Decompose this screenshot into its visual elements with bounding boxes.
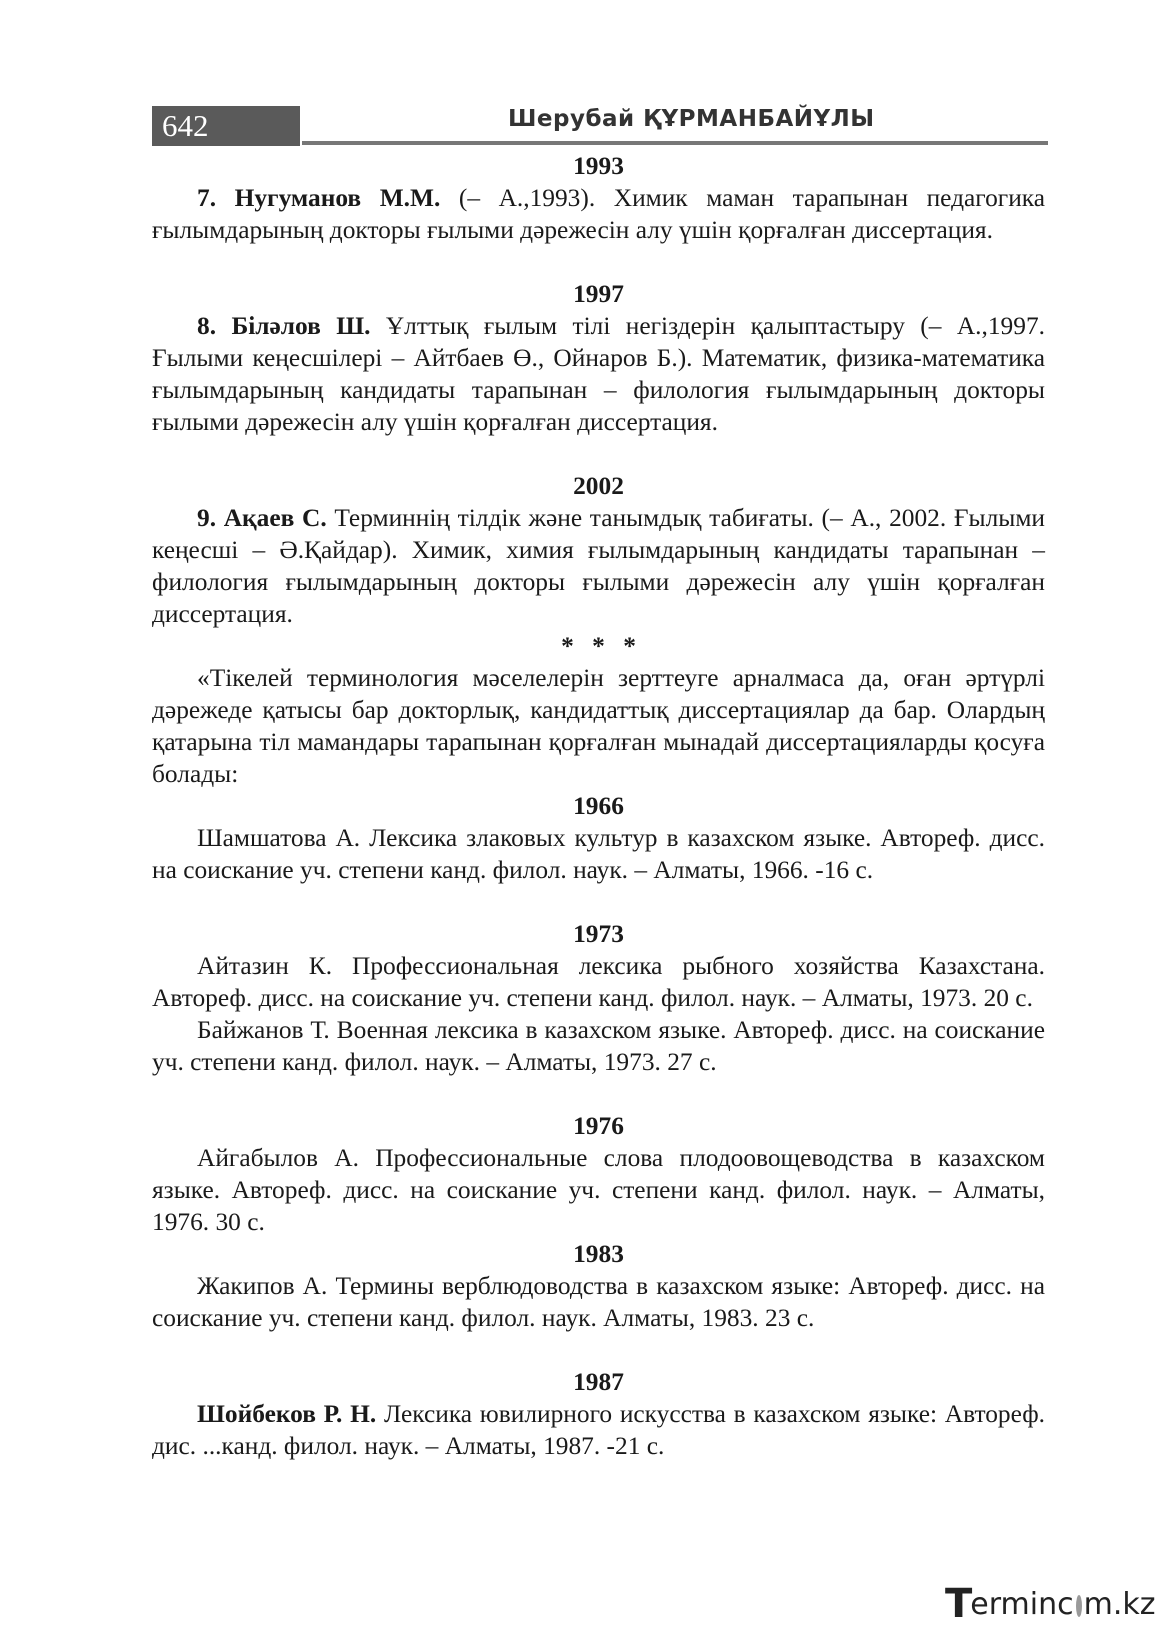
termincom-watermark bbox=[945, 1581, 1156, 1627]
reference-item: Байжанов Т. Военная лексика в казахском языке. Автореф. дисс. на соискание уч. степени канд. филол. наук. – Алматы, 1973. 27 с. bbox=[152, 1016, 1045, 1076]
reference-item: Айтазин К. Профессиональная лексика рыбного хозяйства Казахстана. Автореф. дисс. на соискание уч. степени канд. филол. наук. – Алматы, 1973. 20 с. bbox=[152, 952, 1045, 1012]
entry-author: 7. Нугуманов М.М. bbox=[197, 184, 441, 212]
entry-8 bbox=[152, 310, 1045, 438]
year-heading-1983: 1983 bbox=[573, 1240, 624, 1268]
watermark-t: T bbox=[945, 1581, 973, 1627]
year-heading-1973: 1973 bbox=[573, 920, 624, 948]
entry-text: Ұлттық ғылым тілі негіздерін қалыптастыру (– А.,1997. Ғылыми кеңесшілері – Айтбаев Ө., Ойнаров Б.). Математик, физика-математика ғылымдарының кандидаты тарапынан – филология ғылымдарының докторы ғылыми дәрежесін алу үшін қорғалған диссертация. bbox=[152, 312, 1045, 436]
entry-9 bbox=[152, 502, 1045, 630]
page-body bbox=[152, 150, 1045, 1462]
year-heading-1987: 1987 bbox=[573, 1368, 624, 1396]
entry-author: 8. Біләлов Ш. bbox=[197, 312, 371, 340]
year-heading-2002: 2002 bbox=[573, 472, 624, 500]
year-heading-1966: 1966 bbox=[573, 792, 624, 820]
magnifier-icon bbox=[1076, 1595, 1082, 1617]
reference-author: Шойбеков Р. Н. bbox=[197, 1400, 377, 1428]
year-heading-1997: 1997 bbox=[573, 280, 624, 308]
reference-item: Шамшатова А. Лексика злаковых культур в казахском языке. Автореф. дисс. на соискание уч. степени канд. филол. наук. – Алматы, 1966. -16 с. bbox=[152, 824, 1045, 884]
entry-text: Терминнің тілдік және танымдық табиғаты. (– А., 2002. Ғылыми кеңесші – Ә.Қайдар). Химик, химия ғылымдарының кандидаты тарапынан – филология ғылымдарының докторы ғылыми дәрежесін алу үшін қорғалған диссертация. bbox=[152, 504, 1045, 628]
entry-7 bbox=[152, 182, 1045, 246]
reference-text: Лексика ювилирного искусства в казахском языке: Автореф. дис. ...канд. филол. наук. – Алматы, 1987. -21 с. bbox=[152, 1400, 1045, 1460]
entry-text: (– А.,1993). Химик маман тарапынан педагогика ғылымдарының докторы ғылыми дәрежесін алу үшін қорғалған диссертация. bbox=[152, 184, 1046, 244]
header-rule bbox=[302, 141, 1048, 145]
reference-item: Жакипов А. Термины верблюдоводства в казахском языке: Автореф. дисс. на соискание уч. степени канд. филол. наук. Алматы, 1983. 23 с. bbox=[152, 1272, 1045, 1332]
page-number: 642 bbox=[152, 106, 300, 146]
watermark-text: m.kz bbox=[1083, 1586, 1156, 1622]
entry-author: 9. Ақаев С. bbox=[197, 504, 327, 532]
intro-paragraph: «Тікелей терминология мәселелерін зерттеуге арналмаса да, оған әртүрлі дәрежеде қатысы бар докторлық, кандидаттық диссертациялар да бар. Олардың қатарына тіл мамандары тарапынан қорғалған мынадай диссертацияларды қосуға болады: bbox=[152, 664, 1045, 788]
year-heading-1976: 1976 bbox=[573, 1112, 624, 1140]
reference-item: Айгабылов А. Профессиональные слова плодоовощеводства в казахском языке. Автореф. дисс. на соискание уч. степени канд. филол. наук. – Алматы, 1976. 30 с. bbox=[152, 1144, 1045, 1236]
reference-item bbox=[152, 1398, 1045, 1462]
year-heading-1993: 1993 bbox=[573, 152, 624, 180]
watermark-text: erminc bbox=[970, 1586, 1074, 1622]
running-header-author: Шерубай ҚҰРМАНБАЙҰЛЫ bbox=[508, 106, 875, 132]
section-separator: * * * bbox=[561, 632, 642, 660]
